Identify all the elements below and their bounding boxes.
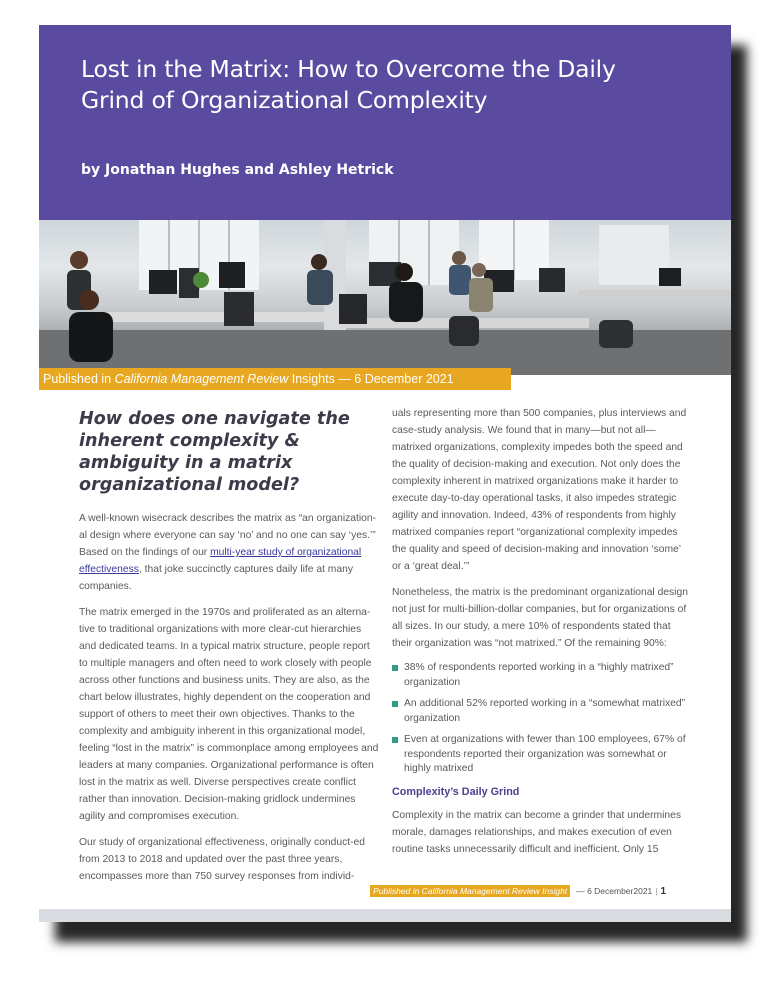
list-item — [392, 733, 692, 777]
section-heading: Complexity’s Daily Grind — [392, 785, 520, 798]
paragraph-6: Complexity in the matrix can become a grinder that undermines morale, damages relationships, and makes execution of even routine tasks unnecessarily difficult and inefficient. Only 15 — [392, 809, 682, 855]
footer-separator: | — [655, 886, 658, 896]
left-column — [79, 408, 379, 894]
article-title: Lost in the Matrix: How to Overcome the Daily Grind of Organizational Complexity — [81, 55, 616, 114]
paragraph-1-end: , that joke succinctly captures daily life at many companies. — [79, 564, 353, 592]
list-item-text: 38% of respondents reported working in a “highly matrixed” organization — [404, 662, 674, 688]
office-scene-illustration — [39, 220, 731, 375]
paragraph-1 — [79, 510, 379, 595]
title-banner — [39, 25, 731, 220]
paragraph-3: Our study of organizational effectiveness, originally conduct-ed from 2013 to 2018 and updated over the past three years, encompasses more than 750 survey responses from individ- — [79, 837, 365, 882]
bullet-square-icon — [392, 737, 398, 743]
bullet-square-icon — [392, 701, 398, 707]
published-suffix: Insights — 6 December 2021 — [288, 372, 454, 386]
paragraph-1-start: A well-known wisecrack describes the matrix as “an organization-al design where everyone can say ‘no’ and no one can say ‘yes.’” Based on the findings of our — [79, 513, 377, 558]
right-column — [392, 405, 692, 867]
matrix-stats-list — [392, 661, 692, 777]
paragraph-5: Nonetheless, the matrix is the predominant organizational design not just for multi-billion-dollar companies, but for organizations of all sizes. In our study, a mere 10% of respondents stated that their organization was “not matrixed.” Of the remaining 90%: — [392, 587, 688, 649]
paragraph-4: uals representing more than 500 companies, plus interviews and case-study analysis. We found that in many—but not all—matrixed organizations, complexity impedes both the speed and the quality of decision-making and execution. Not only does the complexity inherent in matrixed organizations make it harder to execute day-to-day operational tasks, it also impedes strategic agility and innovation. Indeed, 43% of respondents from highly matrixed companies report “organizational complexity impedes the quality and speed of decision-making and innovation ‘some’ or a ‘great deal.’” — [392, 408, 687, 572]
list-item — [392, 661, 692, 690]
page-number: 1 — [660, 886, 667, 897]
lead-question: How does one navigate the inherent complexity & ambiguity in a matrix organizational model? — [79, 409, 350, 495]
published-journal: California Management Review — [114, 372, 289, 386]
list-item — [392, 697, 692, 726]
page-footer — [370, 884, 666, 898]
office-photo — [39, 220, 731, 375]
published-banner — [39, 368, 511, 390]
list-item-text: An additional 52% reported working in a “somewhat matrixed” organization — [404, 698, 686, 724]
published-prefix: Published in — [43, 372, 115, 386]
footer-label: Published in California Management Review Insight — [370, 885, 570, 897]
study-link[interactable]: multi-year study of organizational effectiveness — [79, 547, 362, 575]
bullet-square-icon — [392, 665, 398, 671]
document-page — [39, 25, 731, 922]
paragraph-2: The matrix emerged in the 1970s and proliferated as an alterna-tive to traditional organizations with more clear-cut hierarchies and dedicated teams. In a typical matrix structure, people report to multiple managers and often need to work closely with people across other functions and business units. They are also, as the chart below illustrates, highly dependent on the cooperation and support of others to meet their own objectives. Thanks to the complexity and ambiguity inherent in this organizational model, feeling “lost in the matrix” is commonplace among employees and leaders at many companies. Organizational performance is often lost in the matrix as well. Diverse perspectives create conflict rather than innovation. Decision-making gridlock undermines agility and compromises execution. — [79, 607, 379, 822]
page-bottom-strip — [39, 909, 731, 922]
list-item-text: Even at organizations with fewer than 100 employees, 67% of respondents reported their organization was somewhat or highly matrixed — [404, 734, 686, 774]
footer-date: — 6 December2021 — [576, 886, 653, 896]
article-authors: by Jonathan Hughes and Ashley Hetrick — [81, 162, 394, 178]
